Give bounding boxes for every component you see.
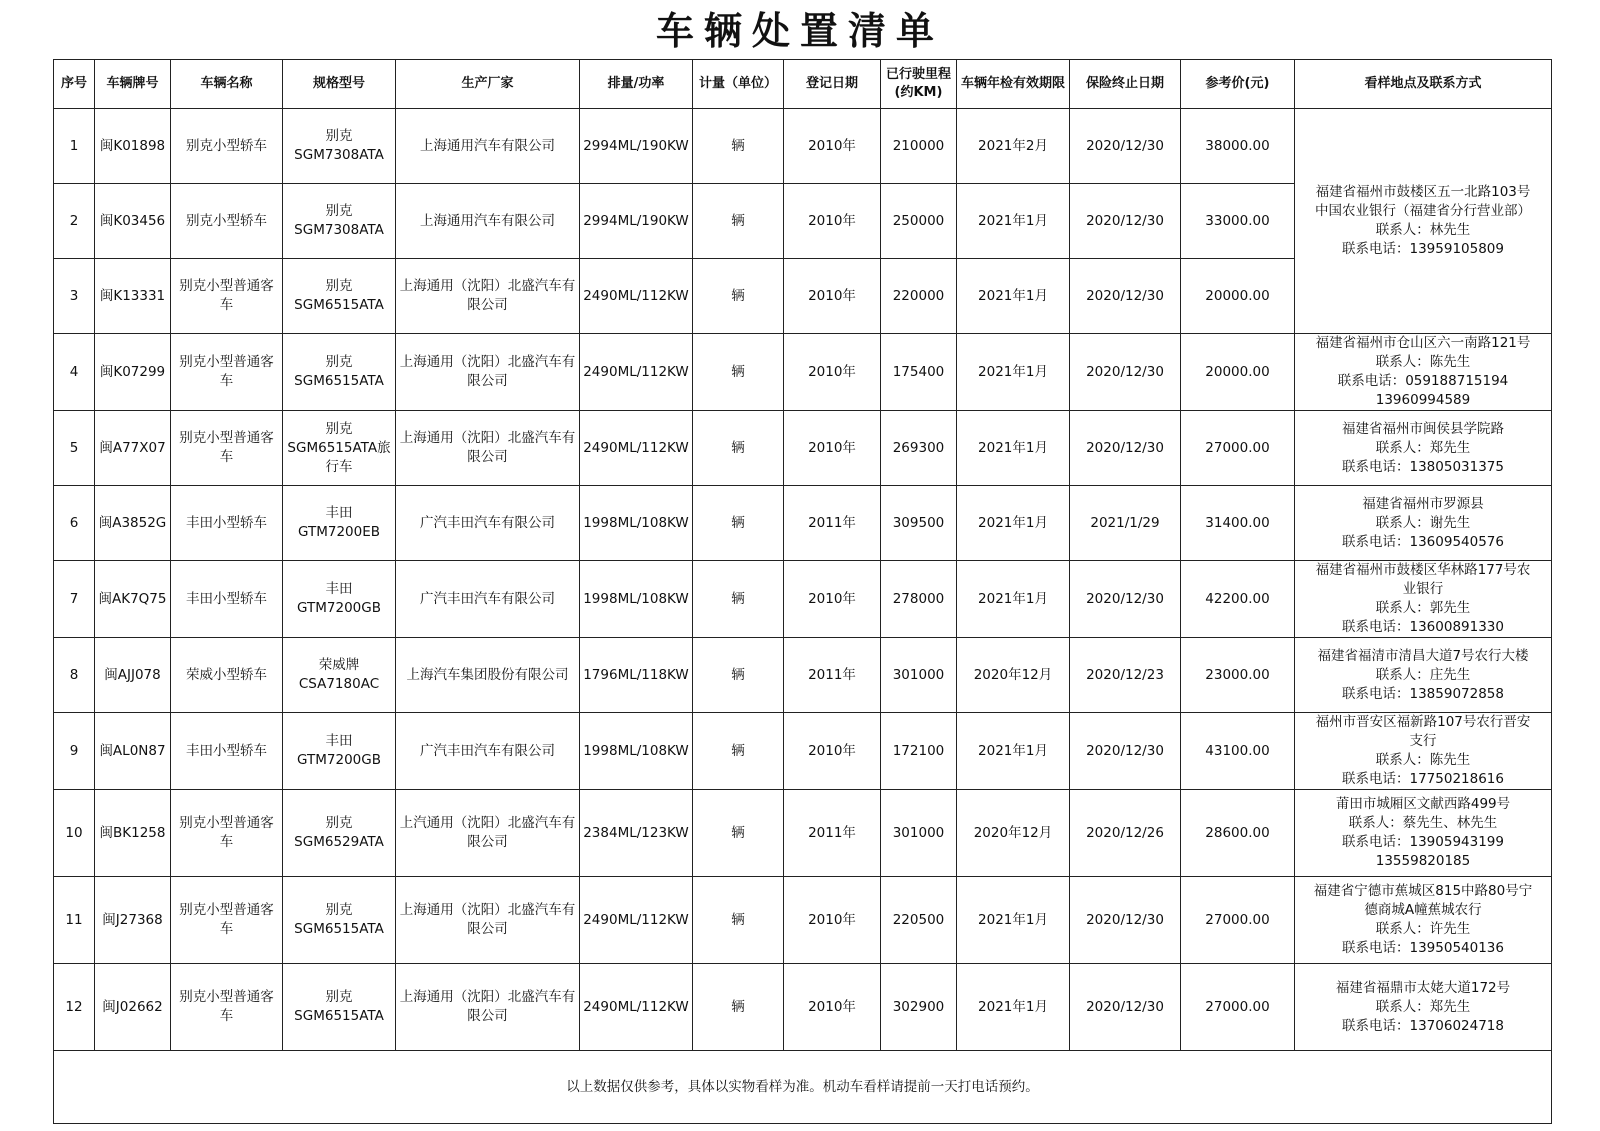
header-reg-date: 登记日期 <box>784 60 881 109</box>
cell-mileage: 250000 <box>881 184 957 259</box>
cell-line: 上海通用（沈阳）北盛汽车有 <box>399 278 576 294</box>
cell-line: 限公司 <box>467 834 508 850</box>
cell-unit: 辆 <box>693 259 784 334</box>
cell-model <box>283 184 396 259</box>
cell-line: 别克 <box>325 420 353 437</box>
table-row <box>54 790 1552 877</box>
cell-line: 限公司 <box>467 921 508 937</box>
cell-model <box>283 486 396 561</box>
cell-unit: 辆 <box>693 877 784 964</box>
cell-plate: 闽K13331 <box>95 259 171 334</box>
contact-line: 联系人：陈先生 <box>1375 752 1471 768</box>
cell-no: 8 <box>54 638 95 713</box>
contact-line: 联系电话：13805031375 <box>1342 458 1504 475</box>
table-row <box>54 561 1552 638</box>
cell-reg-date: 2011年 <box>784 790 881 877</box>
cell-line: 荣威牌 <box>318 657 360 673</box>
cell-insurance: 2021/1/29 <box>1070 486 1181 561</box>
cell-reg-date: 2011年 <box>784 486 881 561</box>
cell-power: 2490ML/112KW <box>580 411 693 486</box>
cell-price: 20000.00 <box>1181 334 1295 411</box>
cell-model <box>283 964 396 1051</box>
cell-maker <box>396 259 580 334</box>
cell-power: 2384ML/123KW <box>580 790 693 877</box>
table-row <box>54 638 1552 713</box>
header-plate: 车辆牌号 <box>95 60 171 109</box>
footer-row <box>54 1051 1552 1124</box>
cell-model <box>283 713 396 790</box>
header-mileage-line2: (约KM) <box>894 85 943 100</box>
cell-plate: 闽A77X07 <box>95 411 171 486</box>
cell-model <box>283 877 396 964</box>
contact-line: 联系电话：13959105809 <box>1342 241 1504 257</box>
cell-line: 广汽丰田汽车有限公司 <box>420 514 555 531</box>
contact-line: 联系人：郑先生 <box>1375 998 1471 1015</box>
cell-mileage: 269300 <box>881 411 957 486</box>
cell-inspection: 2020年12月 <box>957 790 1070 877</box>
cell-name: 丰田小型轿车 <box>171 561 283 638</box>
cell-price: 43100.00 <box>1181 713 1295 790</box>
cell-unit: 辆 <box>693 638 784 713</box>
table-row <box>54 334 1552 411</box>
header-no: 序号 <box>54 60 95 109</box>
contact-line: 德商城A幢蕉城农行 <box>1364 902 1482 918</box>
cell-inspection: 2020年12月 <box>957 638 1070 713</box>
cell-no: 3 <box>54 259 95 334</box>
cell-plate: 闽A3852G <box>95 486 171 561</box>
cell-inspection: 2021年1月 <box>957 334 1070 411</box>
footer-note: 以上数据仅供参考，具体以实物看样为准。机动车看样请提前一天打电话预约。 <box>54 1051 1552 1124</box>
cell-price: 28600.00 <box>1181 790 1295 877</box>
cell-model <box>283 561 396 638</box>
cell-power: 2490ML/112KW <box>580 964 693 1051</box>
cell-price: 23000.00 <box>1181 638 1295 713</box>
cell-unit: 辆 <box>693 334 784 411</box>
contact-line: 莆田市城厢区文献西路499号 <box>1335 796 1511 812</box>
cell-line: 广汽丰田汽车有限公司 <box>420 742 555 759</box>
cell-insurance: 2020/12/30 <box>1070 713 1181 790</box>
cell-inspection: 2021年1月 <box>957 713 1070 790</box>
cell-name: 丰田小型轿车 <box>171 486 283 561</box>
vehicle-disposal-table <box>53 59 1552 1124</box>
cell-price: 20000.00 <box>1181 259 1295 334</box>
cell-unit: 辆 <box>693 486 784 561</box>
cell-contact <box>1295 486 1552 561</box>
cell-line: 限公司 <box>467 373 508 389</box>
cell-plate: 闽K07299 <box>95 334 171 411</box>
cell-line: 限公司 <box>467 1008 508 1024</box>
cell-unit: 辆 <box>693 713 784 790</box>
cell-no: 7 <box>54 561 95 638</box>
cell-line: 上海通用（沈阳）北盛汽车有 <box>399 354 576 370</box>
header-maker: 生产厂家 <box>396 60 580 109</box>
cell-line: 丰田GTM7200GB <box>297 581 381 616</box>
cell-line: SGM6515ATA <box>294 297 384 313</box>
cell-plate: 闽K01898 <box>95 109 171 184</box>
cell-mileage: 220500 <box>881 877 957 964</box>
contact-line: 联系电话：13905943199 <box>1342 834 1504 850</box>
cell-insurance: 2020/12/26 <box>1070 790 1181 877</box>
cell-power: 2490ML/112KW <box>580 877 693 964</box>
cell-no: 12 <box>54 964 95 1051</box>
cell-plate: 闽AJJ078 <box>95 638 171 713</box>
cell-mileage: 302900 <box>881 964 957 1051</box>
contact-line: 联系电话：13859072858 <box>1342 685 1504 702</box>
contact-line: 联系人：郑先生 <box>1375 439 1471 456</box>
cell-maker <box>396 486 580 561</box>
cell-reg-date: 2010年 <box>784 964 881 1051</box>
cell-line: 广汽丰田汽车有限公司 <box>420 590 555 607</box>
header-mileage <box>881 60 957 109</box>
cell-price: 27000.00 <box>1181 964 1295 1051</box>
header-unit: 计量（单位） <box>693 60 784 109</box>
cell-plate: 闽BK1258 <box>95 790 171 877</box>
cell-line: CSA7180AC <box>298 676 380 692</box>
cell-line: SGM6529ATA <box>294 834 384 850</box>
cell-inspection: 2021年1月 <box>957 486 1070 561</box>
cell-contact <box>1295 877 1552 964</box>
cell-mileage: 301000 <box>881 790 957 877</box>
cell-maker <box>396 109 580 184</box>
cell-name: 别克小型普通客车 <box>171 334 283 411</box>
contact-line: 福建省福鼎市太姥大道172号 <box>1335 979 1511 996</box>
cell-reg-date: 2010年 <box>784 184 881 259</box>
contact-line: 13559820185 <box>1375 853 1471 869</box>
cell-name: 丰田小型轿车 <box>171 713 283 790</box>
header-mileage-line1: 已行驶里程 <box>885 67 951 82</box>
cell-contact <box>1295 964 1552 1051</box>
cell-power: 1998ML/108KW <box>580 486 693 561</box>
cell-line: SGM6515ATA <box>294 373 384 389</box>
cell-contact <box>1295 713 1552 790</box>
cell-line: 上海通用汽车有限公司 <box>420 212 555 229</box>
cell-insurance: 2020/12/30 <box>1070 561 1181 638</box>
cell-line: 丰田GTM7200GB <box>297 733 381 768</box>
cell-maker <box>396 334 580 411</box>
cell-reg-date: 2010年 <box>784 877 881 964</box>
cell-line: SGM6515ATA <box>294 1008 384 1024</box>
contact-line: 联系电话：13950540136 <box>1342 940 1504 956</box>
cell-maker <box>396 964 580 1051</box>
cell-maker <box>396 877 580 964</box>
cell-contact <box>1295 334 1552 411</box>
cell-plate: 闽J27368 <box>95 877 171 964</box>
header-insurance: 保险终止日期 <box>1070 60 1181 109</box>
cell-unit: 辆 <box>693 109 784 184</box>
contact-line: 联系人：林先生 <box>1375 222 1471 238</box>
cell-power: 2994ML/190KW <box>580 184 693 259</box>
table-row <box>54 713 1552 790</box>
cell-insurance: 2020/12/30 <box>1070 109 1181 184</box>
cell-line: 上海通用（沈阳）北盛汽车有 <box>399 430 576 446</box>
cell-contact <box>1295 561 1552 638</box>
table-row <box>54 964 1552 1051</box>
cell-unit: 辆 <box>693 790 784 877</box>
cell-name: 别克小型轿车 <box>171 109 283 184</box>
cell-unit: 辆 <box>693 184 784 259</box>
cell-insurance: 2020/12/23 <box>1070 638 1181 713</box>
contact-line: 福建省福州市闽侯县学院路 <box>1342 420 1504 437</box>
cell-line: 限公司 <box>467 297 508 313</box>
cell-line: 丰田GTM7200EB <box>297 505 381 540</box>
cell-line: 别克 <box>325 902 353 918</box>
cell-power: 2490ML/112KW <box>580 259 693 334</box>
contact-line: 支行 <box>1409 733 1437 749</box>
cell-insurance: 2020/12/30 <box>1070 334 1181 411</box>
cell-plate: 闽K03456 <box>95 184 171 259</box>
cell-power: 1796ML/118KW <box>580 638 693 713</box>
cell-name: 别克小型普通客车 <box>171 877 283 964</box>
cell-line: SGM7308ATA <box>294 222 384 238</box>
cell-line: 别克 <box>325 989 353 1005</box>
cell-contact <box>1295 109 1552 334</box>
cell-name: 别克小型普通客车 <box>171 259 283 334</box>
cell-mileage: 172100 <box>881 713 957 790</box>
cell-model <box>283 790 396 877</box>
table-row <box>54 486 1552 561</box>
cell-price: 42200.00 <box>1181 561 1295 638</box>
cell-no: 11 <box>54 877 95 964</box>
header-price: 参考价(元) <box>1181 60 1295 109</box>
cell-maker <box>396 790 580 877</box>
cell-power: 2490ML/112KW <box>580 334 693 411</box>
table-row <box>54 411 1552 486</box>
header-power: 排量/功率 <box>580 60 693 109</box>
cell-name: 别克小型普通客车 <box>171 411 283 486</box>
cell-inspection: 2021年1月 <box>957 964 1070 1051</box>
cell-insurance: 2020/12/30 <box>1070 964 1181 1051</box>
cell-maker <box>396 713 580 790</box>
cell-plate: 闽J02662 <box>95 964 171 1051</box>
header-row <box>54 60 1552 109</box>
contact-line: 联系电话：13609540576 <box>1342 533 1504 550</box>
cell-price: 27000.00 <box>1181 877 1295 964</box>
cell-no: 5 <box>54 411 95 486</box>
cell-line: SGM6515ATA <box>294 921 384 937</box>
header-model: 规格型号 <box>283 60 396 109</box>
cell-plate: 闽AL0N87 <box>95 713 171 790</box>
cell-power: 1998ML/108KW <box>580 561 693 638</box>
contact-line: 福州市晋安区福新路107号农行晋安 <box>1315 714 1531 730</box>
cell-line: SGM7308ATA <box>294 147 384 163</box>
cell-line: 别克 <box>325 815 353 831</box>
cell-contact <box>1295 638 1552 713</box>
cell-power: 2994ML/190KW <box>580 109 693 184</box>
contact-line: 联系电话：17750218616 <box>1342 771 1504 787</box>
cell-reg-date: 2010年 <box>784 259 881 334</box>
contact-line: 福建省福州市仓山区六一南路121号 <box>1315 335 1531 351</box>
cell-price: 38000.00 <box>1181 109 1295 184</box>
cell-no: 2 <box>54 184 95 259</box>
cell-price: 33000.00 <box>1181 184 1295 259</box>
cell-line: 上海通用（沈阳）北盛汽车有 <box>399 989 576 1005</box>
header-inspection: 车辆年检有效期限 <box>957 60 1070 109</box>
header-contact: 看样地点及联系方式 <box>1295 60 1552 109</box>
contact-line: 中国农业银行（福建省分行营业部） <box>1315 203 1531 219</box>
cell-model <box>283 411 396 486</box>
cell-inspection: 2021年1月 <box>957 259 1070 334</box>
cell-insurance: 2020/12/30 <box>1070 259 1181 334</box>
cell-line: 别克 <box>325 278 353 294</box>
contact-line: 联系人：庄先生 <box>1375 666 1471 683</box>
contact-line: 联系电话：13706024718 <box>1342 1017 1504 1034</box>
cell-mileage: 220000 <box>881 259 957 334</box>
cell-mileage: 301000 <box>881 638 957 713</box>
contact-line: 联系人：郭先生 <box>1375 600 1471 616</box>
header-name: 车辆名称 <box>171 60 283 109</box>
cell-inspection: 2021年1月 <box>957 877 1070 964</box>
cell-inspection: 2021年1月 <box>957 184 1070 259</box>
contact-line: 联系电话：059188715194 <box>1337 373 1509 389</box>
cell-price: 27000.00 <box>1181 411 1295 486</box>
table-row <box>54 877 1552 964</box>
cell-inspection: 2021年1月 <box>957 561 1070 638</box>
page-title: 车辆处置清单 <box>655 9 944 53</box>
contact-line: 福建省福清市清昌大道7号农行大楼 <box>1317 647 1529 664</box>
cell-name: 荣威小型轿车 <box>171 638 283 713</box>
contact-line: 福建省宁德市蕉城区815中路80号宁 <box>1313 883 1533 899</box>
cell-contact <box>1295 790 1552 877</box>
cell-inspection: 2021年2月 <box>957 109 1070 184</box>
cell-contact <box>1295 411 1552 486</box>
cell-mileage: 210000 <box>881 109 957 184</box>
contact-line: 联系人：蔡先生、林先生 <box>1348 815 1498 831</box>
cell-maker <box>396 561 580 638</box>
cell-unit: 辆 <box>693 411 784 486</box>
cell-line: 限公司 <box>467 449 508 465</box>
contact-line: 联系电话：13600891330 <box>1342 619 1504 635</box>
cell-line: 上汽通用（沈阳）北盛汽车有 <box>399 815 576 831</box>
cell-model <box>283 259 396 334</box>
cell-insurance: 2020/12/30 <box>1070 411 1181 486</box>
contact-line: 福建省福州市鼓楼区五一北路103号 <box>1315 184 1531 200</box>
contact-line: 业银行 <box>1402 581 1444 597</box>
cell-maker <box>396 411 580 486</box>
cell-maker <box>396 184 580 259</box>
cell-mileage: 309500 <box>881 486 957 561</box>
contact-line: 福建省福州市罗源县 <box>1362 495 1484 512</box>
cell-model <box>283 334 396 411</box>
cell-line: 别克 <box>325 203 353 219</box>
cell-inspection: 2021年1月 <box>957 411 1070 486</box>
cell-line: 别克 <box>325 128 353 144</box>
cell-mileage: 175400 <box>881 334 957 411</box>
cell-line: SGM6515ATA旅 <box>287 439 391 456</box>
cell-reg-date: 2010年 <box>784 561 881 638</box>
cell-model <box>283 638 396 713</box>
cell-no: 6 <box>54 486 95 561</box>
table-row <box>54 109 1552 184</box>
cell-unit: 辆 <box>693 561 784 638</box>
cell-power: 1998ML/108KW <box>580 713 693 790</box>
cell-reg-date: 2010年 <box>784 109 881 184</box>
contact-line: 联系人：许先生 <box>1375 921 1471 937</box>
cell-no: 1 <box>54 109 95 184</box>
cell-line: 上海通用（沈阳）北盛汽车有 <box>399 902 576 918</box>
contact-line: 联系人：谢先生 <box>1375 514 1471 531</box>
contact-line: 福建省福州市鼓楼区华林路177号农 <box>1315 562 1531 578</box>
cell-name: 别克小型轿车 <box>171 184 283 259</box>
cell-line: 上海通用汽车有限公司 <box>420 137 555 154</box>
cell-reg-date: 2011年 <box>784 638 881 713</box>
contact-line: 13960994589 <box>1375 392 1471 408</box>
cell-line: 行车 <box>325 458 353 475</box>
cell-name: 别克小型普通客车 <box>171 964 283 1051</box>
cell-model <box>283 109 396 184</box>
cell-insurance: 2020/12/30 <box>1070 877 1181 964</box>
cell-price: 31400.00 <box>1181 486 1295 561</box>
cell-reg-date: 2010年 <box>784 411 881 486</box>
cell-reg-date: 2010年 <box>784 713 881 790</box>
contact-line: 联系人：陈先生 <box>1375 354 1471 370</box>
cell-line: 别克 <box>325 354 353 370</box>
cell-maker <box>396 638 580 713</box>
cell-unit: 辆 <box>693 964 784 1051</box>
cell-plate: 闽AK7Q75 <box>95 561 171 638</box>
cell-mileage: 278000 <box>881 561 957 638</box>
cell-insurance: 2020/12/30 <box>1070 184 1181 259</box>
cell-name: 别克小型普通客车 <box>171 790 283 877</box>
cell-no: 9 <box>54 713 95 790</box>
cell-no: 10 <box>54 790 95 877</box>
cell-no: 4 <box>54 334 95 411</box>
cell-reg-date: 2010年 <box>784 334 881 411</box>
cell-line: 上海汽车集团股份有限公司 <box>406 666 569 683</box>
